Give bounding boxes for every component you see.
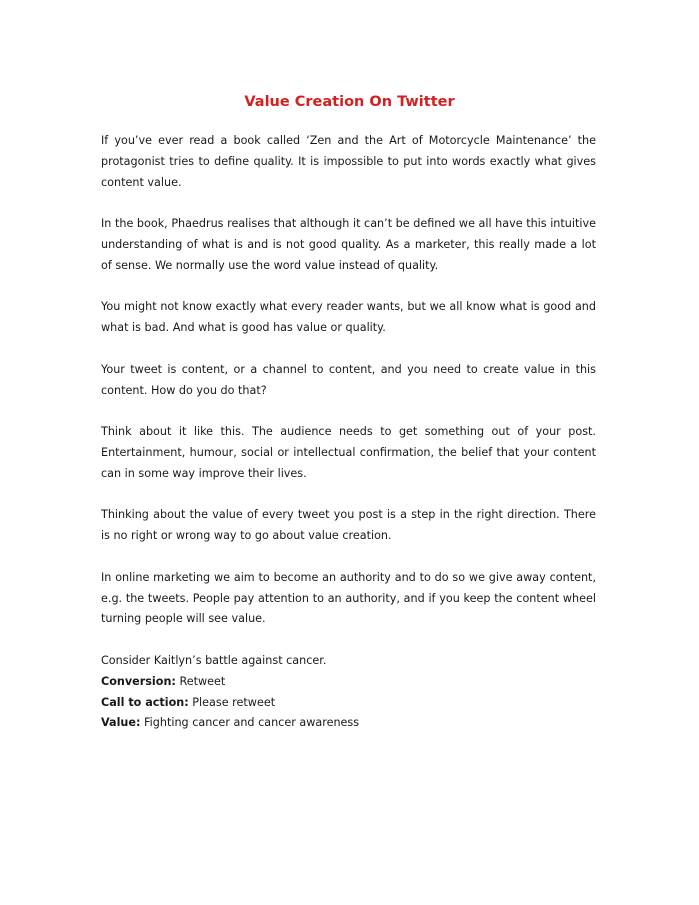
document-body [101, 131, 596, 734]
paragraph-3: You might not know exactly what every reader wants, but we all know what is good and what is bad. And what is good has value or quality. [101, 300, 596, 335]
paragraph-2: In the book, Phaedrus realises that although it can’t be defined we all have this intuitive understanding of what is and is not good quality. As a marketer, this really made a lot of sense. We normally use the word value instead of quality. [101, 217, 596, 272]
paragraph-1: If you’ve ever read a book called ‘Zen and the Art of Motorcycle Maintenance’ the protagonist tries to define quality. It is impossible to put into words exactly what gives content value. [101, 134, 596, 189]
paragraph-7: In online marketing we aim to become an authority and to do so we give away content, e.g. the tweets. People pay attention to an authority, and if you keep the content wheel turning people will see value. [101, 570, 596, 626]
conversion-line [101, 672, 596, 693]
paragraph-6: Thinking about the value of every tweet you post is a step in the right direction. There is no right or wrong way to go about value creation. [101, 508, 596, 543]
paragraph-5: Think about it like this. The audience needs to get something out of your post. Entertainment, humour, social or intellectual confirmation, the belief that your content can in some way improve their lives. [101, 425, 596, 480]
conversion-label: Conversion: [101, 674, 176, 688]
call-to-action-line [101, 693, 596, 714]
example-intro: Consider Kaitlyn’s battle against cancer. [101, 653, 327, 667]
value-value: Fighting cancer and cancer awareness [140, 716, 360, 730]
call-to-action-label: Call to action: [101, 695, 189, 709]
value-line [101, 713, 596, 734]
document-title: Value Creation On Twitter [244, 94, 455, 110]
value-label: Value: [101, 716, 141, 730]
paragraph-4: Your tweet is content, or a channel to content, and you need to create value in this content. How do you do that? [101, 362, 596, 397]
conversion-value: Retweet [175, 674, 226, 688]
call-to-action-value: Please retweet [188, 695, 276, 709]
